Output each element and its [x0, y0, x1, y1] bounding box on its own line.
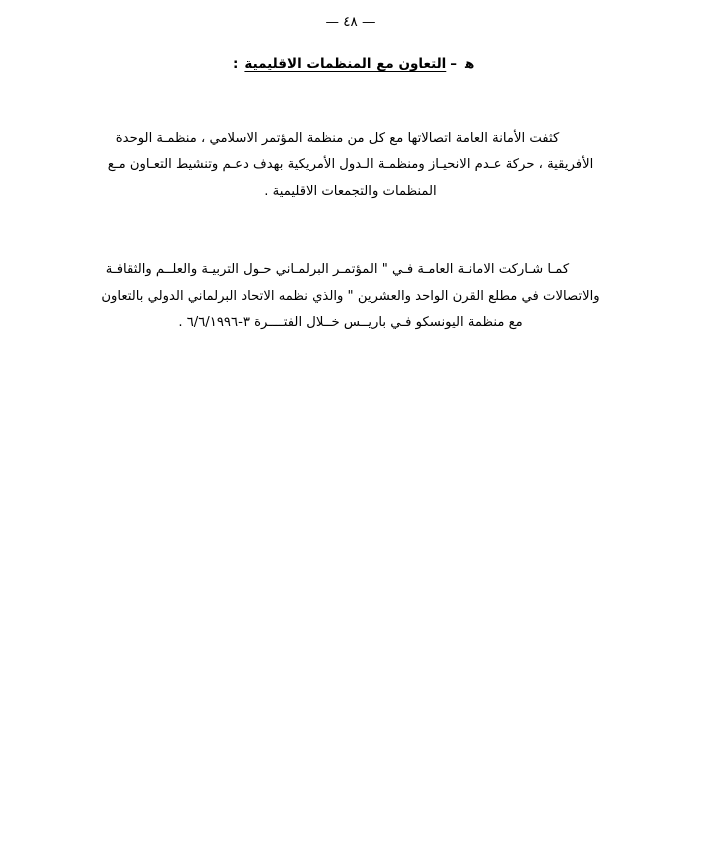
heading-marker: ﻫ	[465, 56, 475, 72]
paragraph-2	[53, 257, 649, 336]
paragraph-1	[53, 126, 649, 205]
paragraph-1-line-1: كثفت الأمانة العامة اتصالاتها مع كل من منظمة المؤتمر الاسلامي ، منظمـة الوحدة	[115, 131, 560, 146]
document-page	[0, 14, 701, 861]
paragraph-2-line-1: كمـا شـاركت الامانـة العامـة فـي " المؤتمـر البرلمـاني حـول التربيـة والعلــم والثقافـة	[105, 262, 570, 278]
page-number: — ٤٨ —	[325, 14, 376, 30]
paragraph-1-line-2: الأفريقية ، حركة عـدم الانحيـاز ومنظمـة الـدول الأمريكية بهدف دعـم وتنشيط التعـاون مـع	[107, 157, 594, 173]
heading-dash: –	[450, 56, 458, 72]
paragraph-2-line-2: والاتصالات في مطلع القرن الواحد والعشرين " والذي نظمه الاتحاد البرلماني الدولي بالتعاون	[101, 288, 600, 304]
section-heading	[0, 56, 701, 72]
heading-colon: :	[233, 56, 239, 72]
paragraph-2-line-3: مع منظمة اليونسكو فـي باريــس خــلال الفتــــرة ٣-٦/٦/١٩٩٦ .	[178, 315, 523, 331]
paragraph-1-line-3: المنظمات والتجمعات الاقليمية .	[264, 183, 437, 199]
heading-title: التعاون مع المنظمات الاقليمية	[244, 56, 447, 72]
